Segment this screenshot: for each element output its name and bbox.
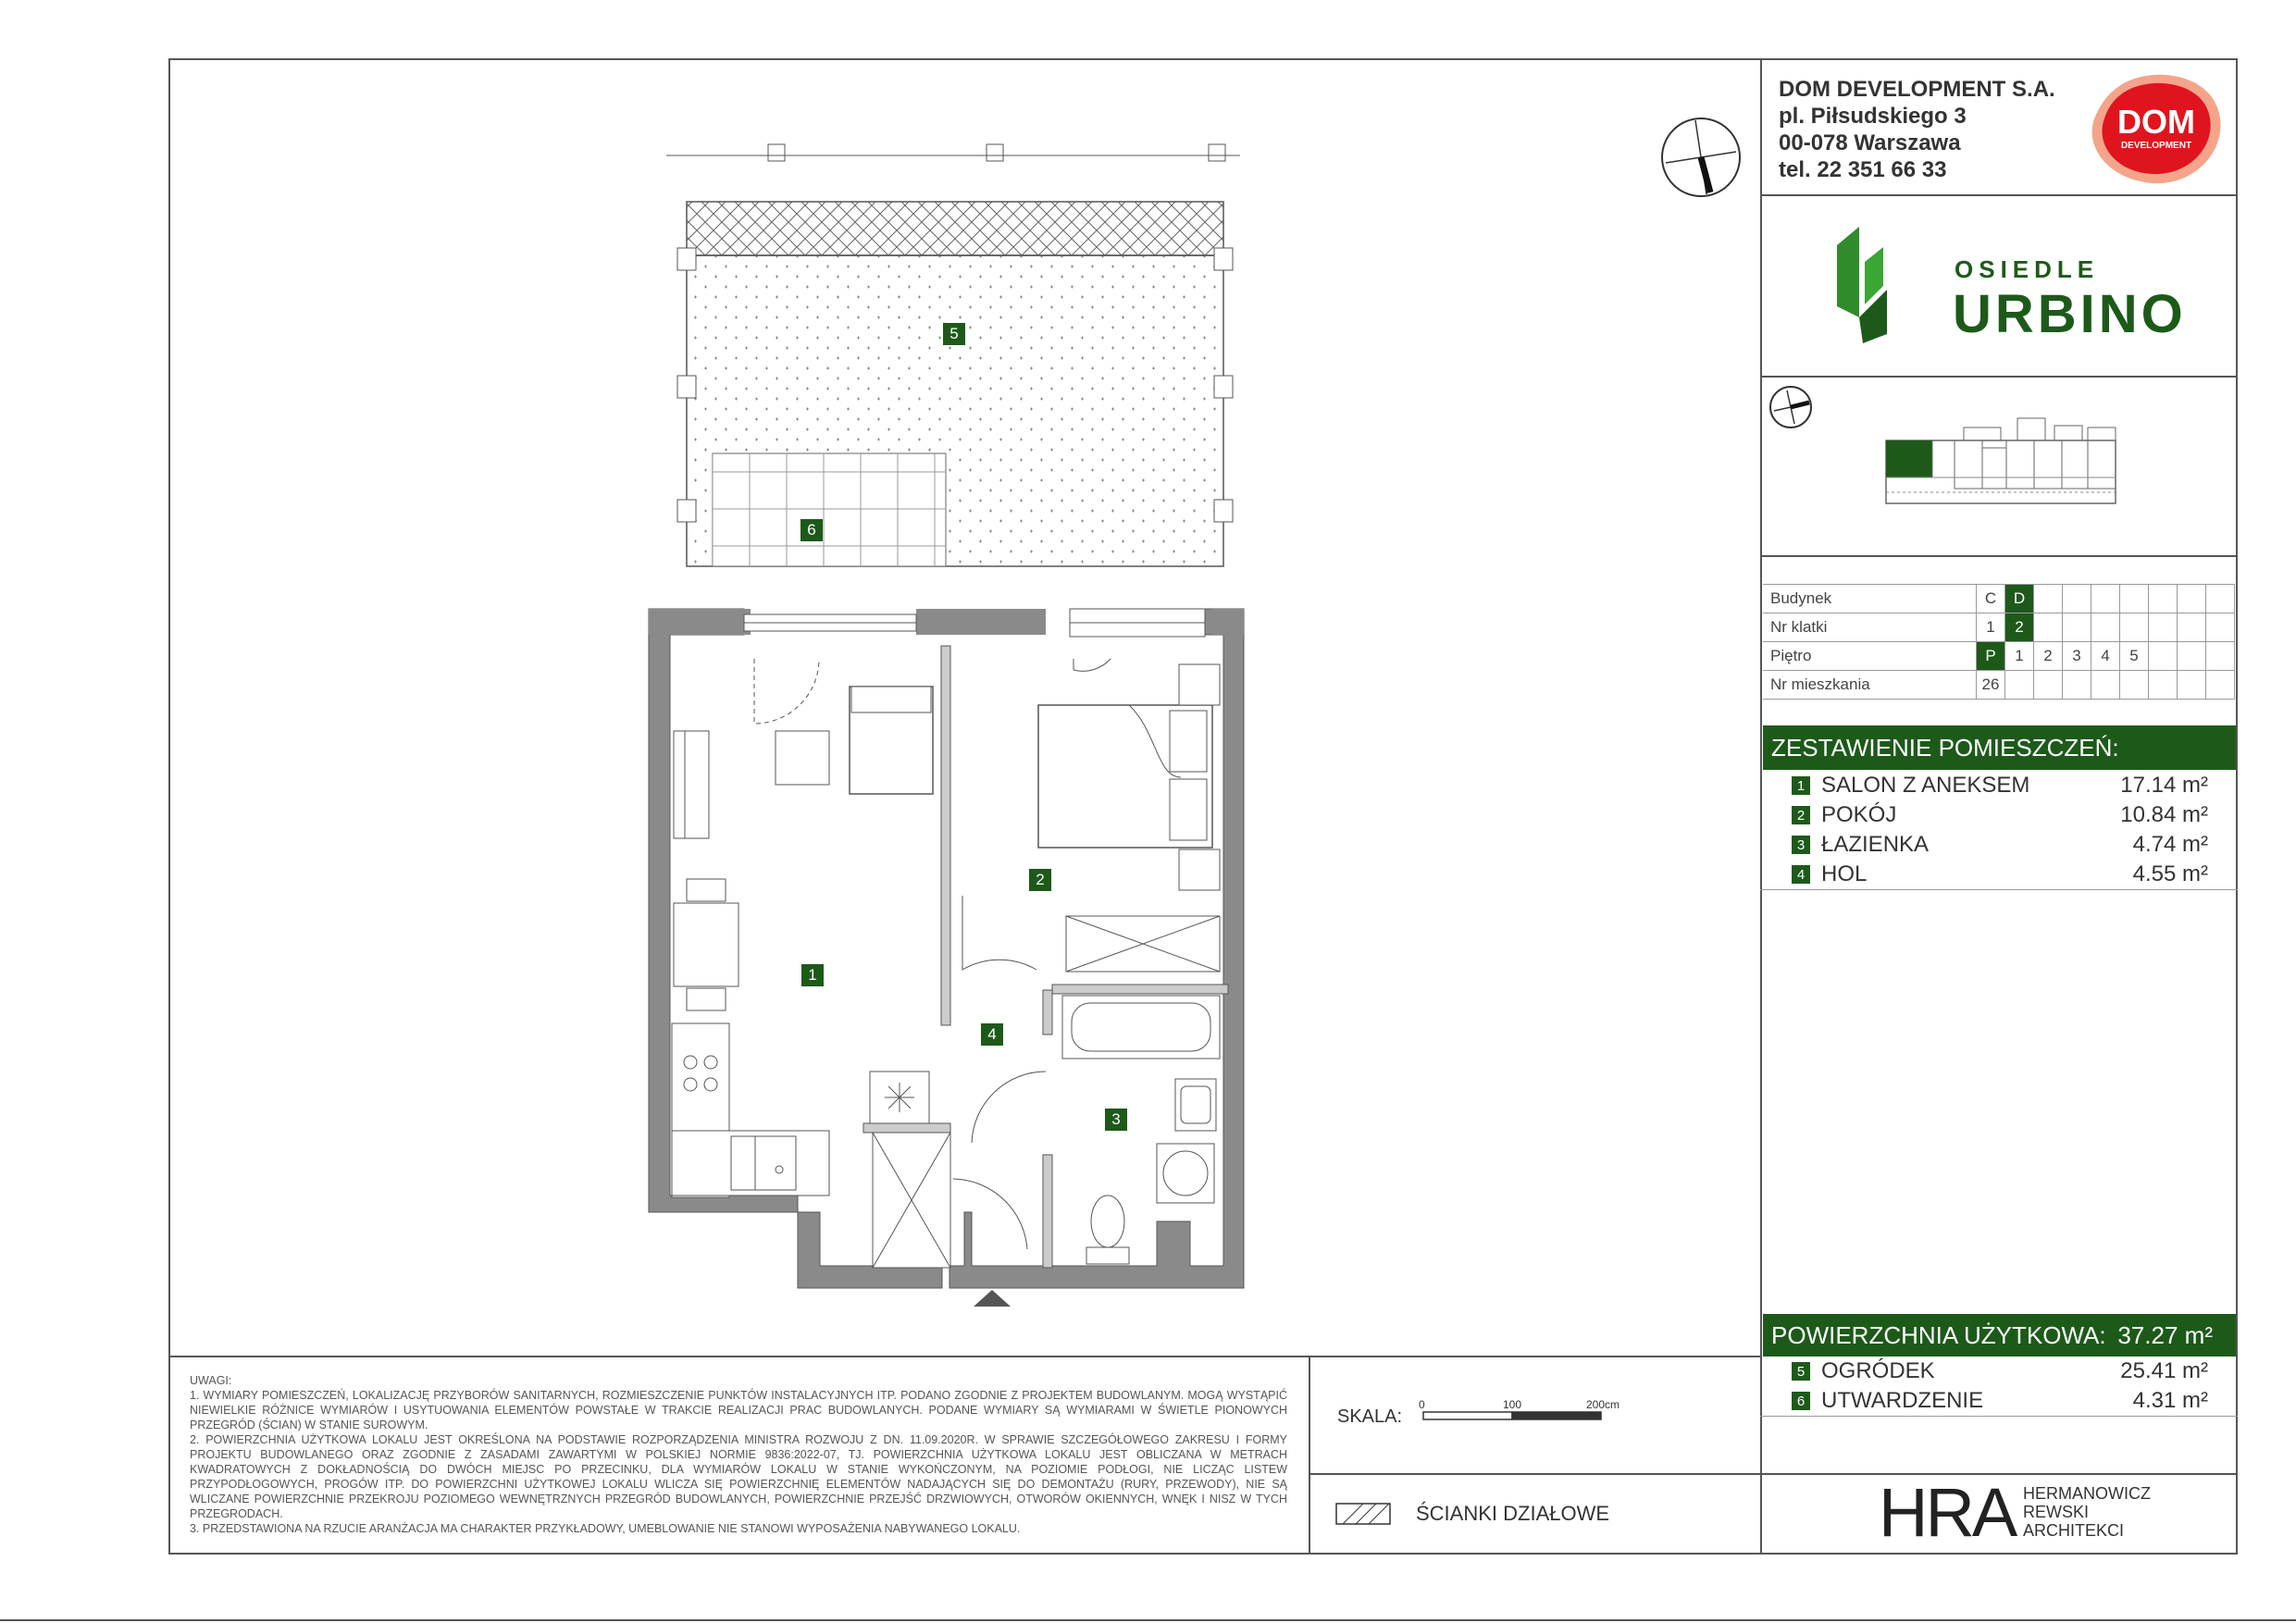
logo-text-dom: DOM (2117, 103, 2195, 141)
notes-title: UWAGI: (190, 1374, 232, 1387)
scale-tick-0: 0 (1419, 1398, 1425, 1411)
cell (2063, 671, 2091, 700)
room-area: 4.74 m² (2132, 832, 2208, 857)
plan-tag-room-2: 2 (1029, 869, 1051, 891)
cell: 5 (2120, 642, 2149, 671)
cell (2206, 671, 2235, 700)
note-item: 3. PRZEDSTAWIONA NA RZUCIE ARANŻACJA MA CHARAKTER PRZYKŁADOWY, UMEBLOWANIE NIE STANOWI WYPOSAŻENIA NABYWANEGO LOKALU. (190, 1522, 1021, 1535)
cell (2063, 585, 2091, 613)
partition-hatch-swatch (1335, 1503, 1391, 1530)
cell (2091, 613, 2120, 642)
cell (2091, 585, 2120, 613)
architect-name-line: ARCHITEKCI (2023, 1521, 2125, 1540)
room-name: UTWARDZENIE (1821, 1388, 1984, 1413)
room-number: 3 (1792, 836, 1810, 854)
plan-tag-paving-6: 6 (800, 519, 823, 541)
cell: 1 (1977, 613, 2005, 642)
extra-area-row (1792, 1357, 2208, 1386)
cell (2120, 613, 2149, 642)
cell-selected: 2 (2005, 613, 2034, 642)
room-name: OGRÓDEK (1821, 1358, 1935, 1383)
room-name: POKÓJ (1821, 802, 1897, 827)
row-label: Piętro (1763, 642, 1977, 671)
usable-area-label: POWIERZCHNIA UŻYTKOWA: (1771, 1320, 2106, 1349)
scale-tick-200: 200cm (1586, 1398, 1620, 1411)
cell (2091, 671, 2120, 700)
room-row (1792, 830, 2208, 860)
usable-area-header (1763, 1314, 2236, 1357)
cell (2120, 671, 2149, 700)
plan-tag-room-1: 1 (801, 964, 824, 986)
extra-area-row (1792, 1386, 2208, 1416)
room-number: 1 (1792, 776, 1810, 795)
divider (1760, 889, 2238, 890)
room-name: SALON Z ANEKSEM (1821, 773, 2030, 798)
scale-tick-100: 100 (1503, 1398, 1522, 1411)
partition-legend-label: ŚCIANKI DZIAŁOWE (1416, 1502, 1610, 1525)
cell (2034, 671, 2063, 700)
project-word-osiedle: OSIEDLE (1955, 255, 2100, 283)
notes-block (190, 1373, 1287, 1536)
divider (1760, 376, 2238, 378)
room-area: 10.84 m² (2120, 802, 2208, 827)
cell (2120, 585, 2149, 613)
room-name: ŁAZIENKA (1821, 832, 1930, 857)
room-area: 25.41 m² (2120, 1358, 2208, 1383)
row-label: Nr klatki (1763, 613, 1977, 642)
apartment-info-table (1763, 584, 2235, 700)
cell (2149, 585, 2178, 613)
plan-tag-room-4: 4 (981, 1023, 1003, 1046)
logo-text-development: DEVELOPMENT (2120, 141, 2192, 151)
divider (1760, 555, 2238, 557)
company-name: DOM DEVELOPMENT S.A. (1779, 77, 2055, 102)
architect-name-line: HERMANOWICZ (2023, 1484, 2151, 1503)
rooms-summary-header: ZESTAWIENIE POMIESZCZEŃ: (1763, 725, 2236, 770)
room-area: 4.55 m² (2132, 861, 2208, 886)
plan-tag-room-3: 3 (1105, 1109, 1127, 1131)
cell (2005, 671, 2034, 700)
dom-development-logo (2088, 70, 2225, 189)
table-row (1763, 671, 2235, 700)
building-key-plan (1879, 400, 2119, 519)
cell (2206, 642, 2235, 671)
room-number: 4 (1792, 865, 1810, 884)
room-area: 4.31 m² (2132, 1388, 2208, 1413)
architect-logo-hra: HRA (1879, 1474, 2016, 1551)
table-row (1763, 585, 2235, 613)
row-label: Budynek (1763, 585, 1977, 613)
cell (2178, 613, 2206, 642)
floor-plan (639, 139, 1259, 1320)
room-name: HOL (1821, 861, 1868, 886)
cell: 3 (2063, 642, 2091, 671)
divider (168, 1356, 1762, 1357)
row-label: Nr mieszkania (1763, 671, 1977, 700)
architect-name-line: REWSKI (2023, 1503, 2090, 1521)
cell (2178, 671, 2206, 700)
cell: C (1977, 585, 2005, 613)
cell (2206, 585, 2235, 613)
room-row (1792, 800, 2208, 830)
room-area: 17.14 m² (2120, 773, 2208, 798)
room-row (1792, 771, 2208, 800)
note-item: 2. POWIERZCHNIA UŻYTKOWA LOKALU JEST OKREŚLONA NA PODSTAWIE ROZPORZĄDZENIA MINISTRA ROZWOJU Z DN. 11.09.2020R. W SPRAWIE SZCZEGÓŁOWEGO ZAKRESU I FORMY PROJEKTU BUDOWLANEGO ORAZ ZGODNIE Z ZASADAMI ZAWARTYMI W POLSKIEJ NORMIE 9836:2022-07, TJ. POWIERZCHNIA UŻYTKOWA LOKALU JEST OBLICZANA W METRACH KWADRATOWYCH Z DOKŁADNOŚCIĄ DO DWÓCH MIEJSC PO PRZECINKU, DLA WYMIARÓW LOKALU W STANIE WYKOŃCZONYM, NA POZIOMIE PODŁOGI, NIE LICZĄC LISTEW PRZYPODŁOGOWYCH, PROGÓW ITP. DO POWIERZCHNI UŻYTKOWEJ LOKALU WLICZA SIĘ POWIERZCHNIĘ ELEMENTÓW NADAJĄCYCH SIĘ DO DEMONTAŻU (RURY, PRZEWODY), NIE SĄ WLICZANE POWIERZCHNIE PRZEKROJU POZIOMEGO WEWNĘTRZNYCH PRZEGRÓD BUDOWLANYCH, POWIERZCHNIE PRZEJŚĆ DRZWIOWYCH, OTWORÓW OKIENNYCH, WNĘK I NISZ W TYCH PRZEGRODACH. (190, 1433, 1287, 1520)
company-address (1779, 76, 2055, 183)
divider (1309, 1473, 2238, 1475)
room-row (1792, 860, 2208, 889)
note-item: 1. WYMIARY POMIESZCZEŃ, LOKALIZACJĘ PRZYBORÓW SANITARNYCH, ROZMIESZCZENIE PUNKTÓW INSTALACYJNYCH ITP. PODANO ZGODNIE Z PROJEKTEM BUDOWLANYM. MOGĄ WYSTĄPIĆ NIEWIELKIE RÓŻNICE WYMIARÓW I USYTUOWANIA ELEMENTÓW POWSTAŁE W TRAKCIE REALIZACJI PRAC BUDOWLANYCH. PODANE WYMIARY SĄ WYMIARAMI W ŚWIETLE PIONOWYCH PRZEGRÓD (ŚCIAN) W STANIE SUROWYM. (190, 1389, 1287, 1431)
cell: 4 (2091, 642, 2120, 671)
cell (2149, 671, 2178, 700)
cell (2206, 613, 2235, 642)
cell-selected: P (1977, 642, 2005, 671)
divider (1309, 1356, 1310, 1555)
cell (2149, 642, 2178, 671)
north-arrow-small (1767, 383, 1815, 436)
bottom-page-line (0, 1619, 2296, 1621)
title-block-divider (1760, 58, 1762, 1555)
divider (1760, 1416, 2238, 1417)
cell (2034, 613, 2063, 642)
room-number: 6 (1792, 1392, 1810, 1410)
cell (2178, 642, 2206, 671)
architect-name (2023, 1484, 2151, 1540)
scale-label: SKALA: (1337, 1406, 1403, 1427)
room-number: 2 (1792, 806, 1810, 824)
cell-selected: D (2005, 585, 2034, 613)
north-arrow (1658, 115, 1744, 204)
cell: 2 (2034, 642, 2063, 671)
table-row (1763, 642, 2235, 671)
table-row (1763, 613, 2235, 642)
usable-area-value: 37.27 m² (2117, 1320, 2213, 1349)
cell (2063, 613, 2091, 642)
company-phone: tel. 22 351 66 33 (1779, 157, 1947, 182)
cell: 26 (1977, 671, 2005, 700)
plan-tag-garden-5: 5 (943, 323, 965, 345)
company-city: 00-078 Warszawa (1779, 130, 1961, 155)
cell (2149, 613, 2178, 642)
room-number: 5 (1792, 1362, 1810, 1381)
cell: 1 (2005, 642, 2034, 671)
company-street: pl. Piłsudskiego 3 (1779, 104, 1967, 129)
project-word-urbino: URBINO (1953, 284, 2187, 344)
urbino-logo-mark (1835, 225, 1887, 343)
cell (2178, 585, 2206, 613)
cell (2034, 585, 2063, 613)
divider (1760, 194, 2238, 196)
